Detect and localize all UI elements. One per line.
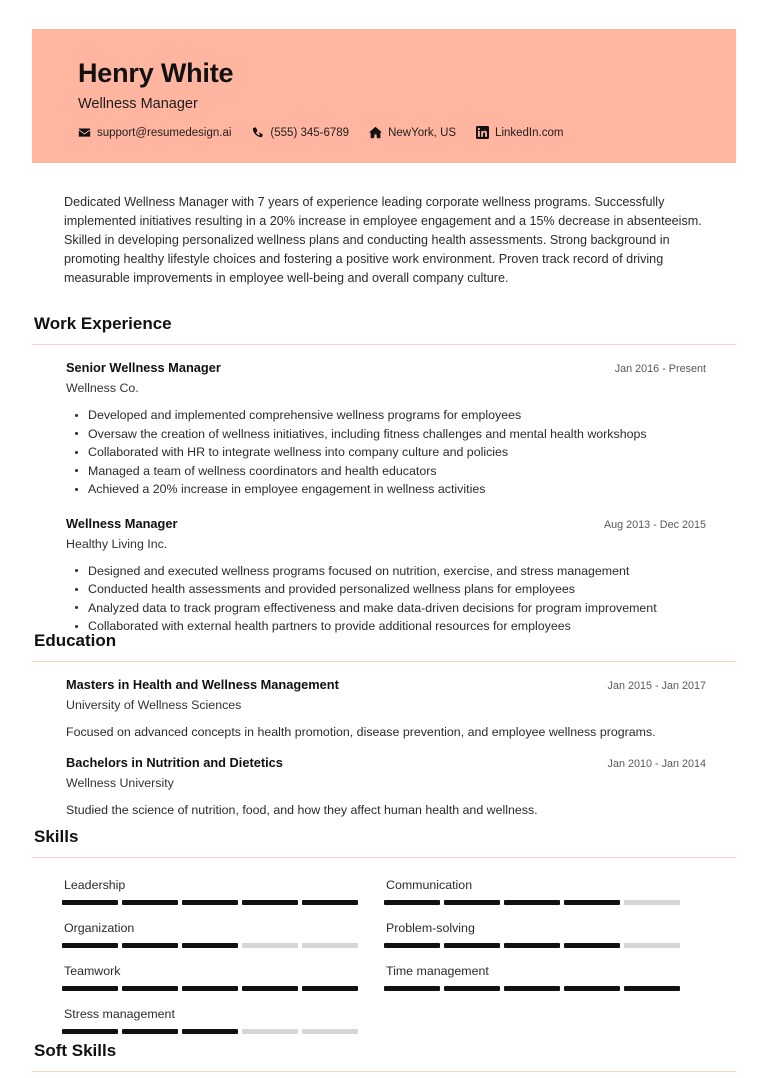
skill-rating-segment [504, 986, 560, 991]
work-entry-company: Wellness Co. [66, 381, 139, 395]
skill-rating-segment [384, 943, 440, 948]
education-entry-header [66, 754, 706, 772]
linkedin-icon [476, 126, 489, 139]
education-body [32, 676, 736, 819]
education-entry [66, 676, 706, 741]
skill-item [384, 919, 706, 948]
skill-rating-segment [242, 1029, 298, 1034]
skill-rating-segment [122, 943, 178, 948]
skill-rating-segment [624, 943, 680, 948]
envelope-icon [78, 126, 91, 139]
work-experience-title: Work Experience [34, 314, 172, 333]
skill-rating-segment [62, 986, 118, 991]
skill-rating-bar [384, 943, 680, 948]
skill-rating-segment [384, 986, 440, 991]
contact-email[interactable] [78, 126, 231, 139]
skill-rating-segment [182, 943, 238, 948]
education-description: Studied the science of nutrition, food, and how they affect human health and wellness. [66, 803, 538, 817]
list-item: Oversaw the creation of wellness initiatives, including fitness challenges and mental health workshops [66, 425, 706, 444]
skill-name: Leadership [64, 878, 126, 892]
skill-rating-segment [302, 900, 358, 905]
skill-rating-segment [182, 900, 238, 905]
skills-grid [32, 862, 736, 1034]
work-entry-bullets [66, 562, 706, 636]
skill-rating-bar [62, 1029, 358, 1034]
soft-skills-section [32, 1040, 736, 1072]
work-entry-role: Wellness Manager [66, 515, 178, 531]
skill-rating-segment [242, 900, 298, 905]
education-description: Focused on advanced concepts in health promotion, disease prevention, and employee wellness programs. [66, 725, 656, 739]
skill-rating-segment [302, 1029, 358, 1034]
contact-phone[interactable] [251, 126, 349, 139]
skill-rating-segment [444, 986, 500, 991]
section-divider [32, 344, 736, 345]
skill-rating-segment [504, 943, 560, 948]
education-institution: Wellness University [66, 776, 174, 790]
skill-name: Organization [64, 921, 135, 935]
education-section [32, 630, 736, 819]
skill-item [384, 962, 706, 991]
skill-name: Teamwork [64, 964, 121, 978]
home-icon [369, 126, 382, 139]
skill-rating-segment [564, 986, 620, 991]
list-item: Collaborated with external health partners to provide additional resources for employees [66, 617, 706, 636]
skill-rating-segment [242, 943, 298, 948]
candidate-name: Henry White [78, 58, 234, 88]
skill-rating-segment [444, 900, 500, 905]
list-item: Conducted health assessments and provided personalized wellness plans for employees [66, 580, 706, 599]
skill-rating-bar [62, 986, 358, 991]
contact-row [78, 126, 736, 139]
list-item: Collaborated with HR to integrate wellness into company culture and policies [66, 443, 706, 462]
skill-item [62, 1005, 384, 1034]
work-experience-section [32, 313, 736, 636]
contact-linkedin[interactable] [476, 126, 563, 139]
skill-name: Problem-solving [386, 921, 475, 935]
section-divider [32, 857, 736, 858]
skills-title: Skills [34, 827, 79, 846]
list-item: Designed and executed wellness programs focused on nutrition, exercise, and stress management [66, 562, 706, 581]
soft-skills-title: Soft Skills [34, 1041, 117, 1060]
skill-rating-segment [122, 986, 178, 991]
skill-rating-bar [384, 900, 680, 905]
contact-phone-label: (555) 345-6789 [270, 126, 350, 139]
education-date: Jan 2015 - Jan 2017 [607, 680, 706, 692]
education-date: Jan 2010 - Jan 2014 [607, 758, 706, 770]
work-entry-bullets [66, 406, 706, 499]
skill-rating-segment [62, 1029, 118, 1034]
skill-rating-segment [504, 900, 560, 905]
education-degree: Masters in Health and Wellness Management [66, 677, 339, 692]
skill-item [62, 876, 384, 905]
work-entry-date: Jan 2016 - Present [614, 363, 706, 375]
section-divider [32, 1071, 736, 1072]
work-entry-header [66, 359, 706, 377]
contact-location[interactable] [369, 126, 456, 139]
skill-rating-bar [62, 943, 358, 948]
skill-rating-segment [242, 986, 298, 991]
list-item: Managed a team of wellness coordinators and health educators [66, 462, 706, 481]
work-entry [66, 515, 706, 636]
skill-name: Communication [386, 878, 473, 892]
skill-rating-segment [182, 986, 238, 991]
work-entry [66, 359, 706, 499]
list-item: Developed and implemented comprehensive wellness programs for employees [66, 406, 706, 425]
skill-rating-segment [624, 986, 680, 991]
skill-name: Stress management [64, 1007, 175, 1021]
candidate-job-title: Wellness Manager [78, 96, 198, 112]
education-degree: Bachelors in Nutrition and Dietetics [66, 755, 283, 770]
skill-rating-segment [62, 943, 118, 948]
education-title: Education [34, 631, 117, 650]
skill-rating-segment [122, 1029, 178, 1034]
skill-rating-segment [444, 943, 500, 948]
skill-rating-segment [302, 986, 358, 991]
phone-icon [251, 126, 264, 139]
skill-name: Time management [386, 964, 489, 978]
skill-rating-bar [384, 986, 680, 991]
work-entry-role: Senior Wellness Manager [66, 360, 221, 375]
section-divider [32, 661, 736, 662]
education-institution: University of Wellness Sciences [66, 698, 242, 712]
skill-item [62, 962, 384, 991]
contact-location-label: NewYork, US [388, 126, 457, 139]
professional-summary: Dedicated Wellness Manager with 7 years of experience leading corporate wellness programs. Successfully implemented initiatives resulting in a 20% increase in employee engagement and a 15% decrease in absenteeism. Skilled in developing personalized wellness plans and conducting health assessments. Strong background in promoting healthy lifestyle choices and fostering a positive work environment. Proven track record of driving measurable improvements in employee well-being and overall company culture. [64, 195, 702, 285]
contact-linkedin-label: LinkedIn.com [495, 126, 564, 139]
resume-header [32, 29, 736, 163]
skill-rating-segment [564, 943, 620, 948]
skill-rating-segment [122, 900, 178, 905]
skill-rating-segment [384, 900, 440, 905]
skill-rating-segment [564, 900, 620, 905]
education-entry-header [66, 676, 706, 694]
skill-rating-segment [62, 900, 118, 905]
list-item: Analyzed data to track program effectiveness and make data-driven decisions for program improvement [66, 599, 706, 618]
list-item: Achieved a 20% increase in employee engagement in wellness activities [66, 480, 706, 499]
work-experience-body [32, 359, 736, 636]
skill-rating-segment [302, 943, 358, 948]
contact-email-label: support@resumedesign.ai [97, 126, 232, 139]
skill-item [62, 919, 384, 948]
work-entry-company: Healthy Living Inc. [66, 536, 168, 551]
skills-section [32, 826, 736, 1034]
skill-rating-segment [624, 900, 680, 905]
skill-item [384, 876, 706, 905]
skill-rating-bar [62, 900, 358, 905]
work-entry-date: Aug 2013 - Dec 2015 [603, 518, 706, 531]
skill-rating-segment [182, 1029, 238, 1034]
education-entry [66, 754, 706, 819]
work-entry-header [66, 515, 706, 533]
